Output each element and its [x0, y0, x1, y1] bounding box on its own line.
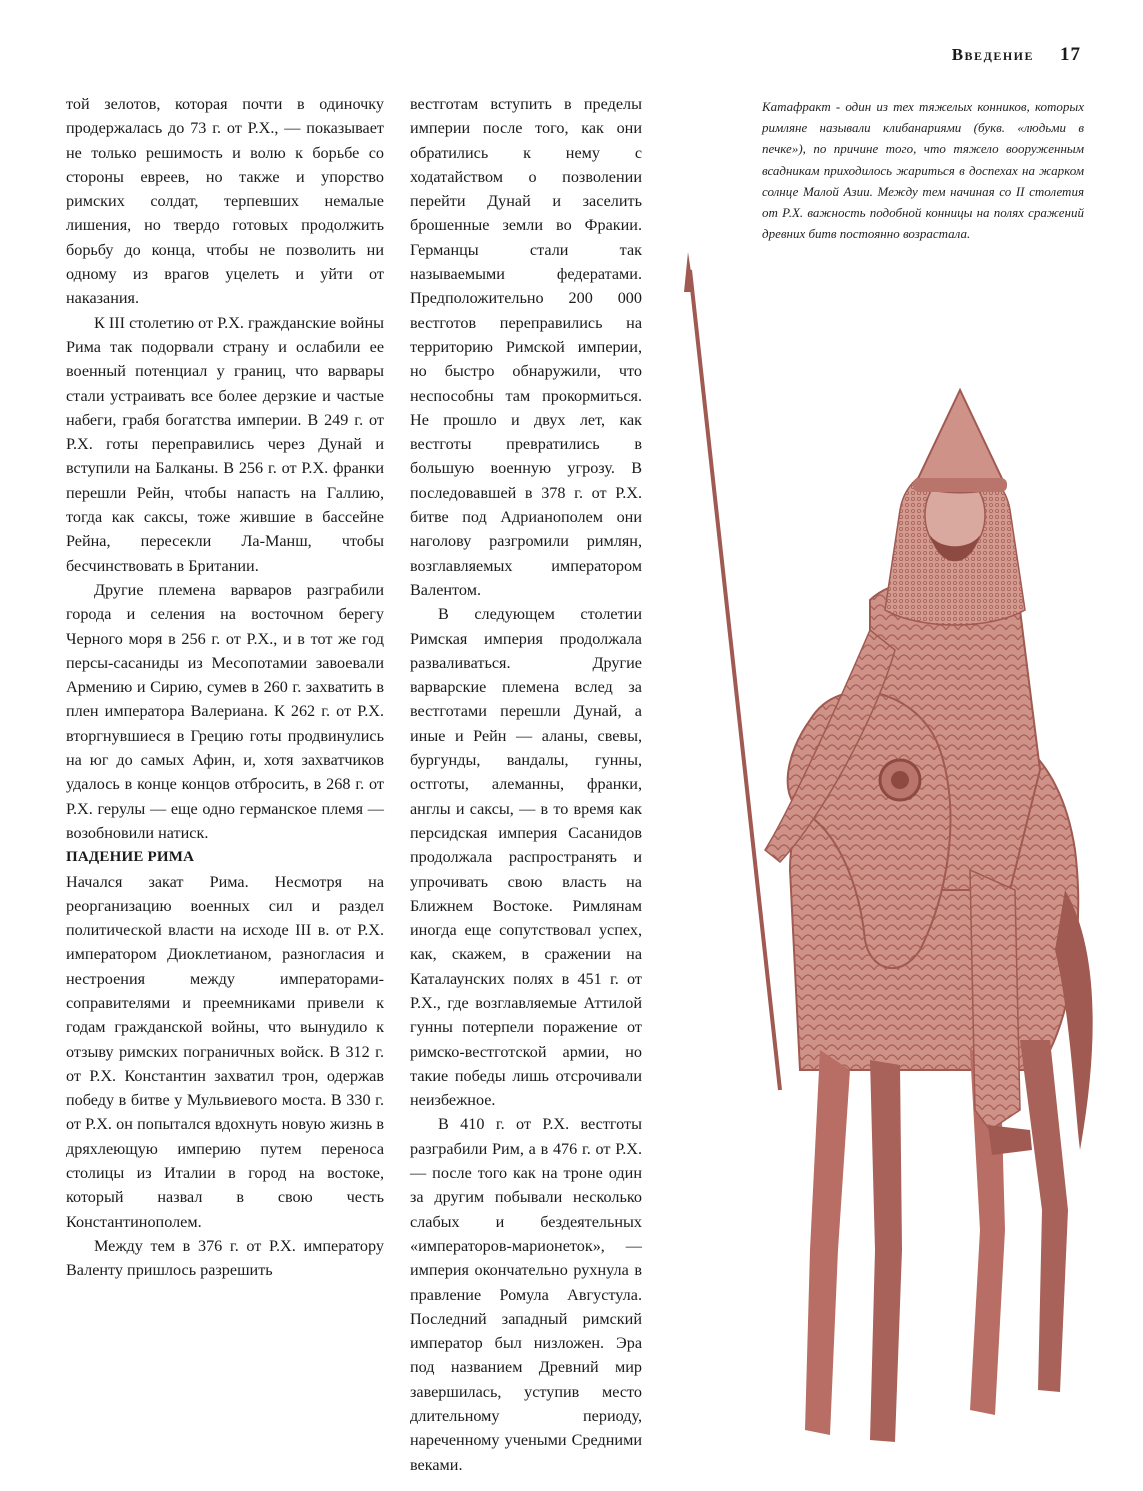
- paragraph: К III столетию от Р.Х. гражданские войны Рима так подорвали страну и ослабили ее военный потенциал у границ, что варвары стали устраивать все более дерзкие и частые набеги, грабя богатства империи. В 249 г. от Р.Х. готы переправились через Дунай и вступили на Балканы. В 256 г. от Р.Х. франки перешли Рейн, чтобы напасть на Галлию, тогда как саксы, тоже жившие в бассейне Рейна, пересекли Ла-Манш, чтобы бесчинствовать в Британии.: [66, 313, 384, 575]
- section-heading: ПАДЕНИЕ РИМА: [66, 849, 195, 866]
- column-left: [66, 92, 384, 1283]
- paragraph: Между тем в 376 г. от Р.Х. императору Валенту пришлось разрешить: [66, 1236, 384, 1280]
- paragraph: вестготам вступить в пределы империи после того, как они обратились к нему с ходатайством о позволении перейти Дунай и заселить брошенные земли во Фракии. Германцы стали так называемыми федератами. Предположительно 200 000 вестготов переправились на территорию Римской империи, но быстро обнаружили, что неспособны там прокормиться. Не прошло и двух лет, как вестготы превратились в большую военную угрозу. В последовавшей в 378 г. от Р.Х. битве под Адрианополем они наголову разгромили римлян, возглавляемых императором Валентом.: [410, 95, 642, 599]
- paragraph: В следующем столетии Римская империя продолжала разваливаться. Другие варварские племена вслед за вестготами перешли Дунай, а иные и Рейн — аланы, свевы, бургунды, вандалы, гунны, остготы, алеманны, франки, англы и саксы, — в то время как персидская империя Сасанидов продолжала распространять и упрочивать свою власть на Ближнем Востоке. Римлянам иногда еще сопутствовал успех, как, скажем, в сражении на Каталаунских полях в 451 г. от Р.Х., где возглавляемые Аттилой гунны потерпели поражение от римско-вестготской армии, но такие победы лишь отсрочивали неизбежное.: [410, 605, 642, 1110]
- paragraph: Начался закат Рима. Несмотря на реорганизацию военных сил и раздел политической власти на исходе III в. от Р.Х. императором Диоклетианом, разногласия и нестроения между императорами-соправителями и преемниками привели к годам гражданской войны, что вынудило к отзыву римских пограничных войск. В 312 г. от Р.Х. Константин захватил трон, одержав победу в битве у Мульвиевого моста. В 330 г. от Р.Х. он попытался вдохнуть новую жизнь в дряхлеющую империю путем переноса столицы из Италии в город на востоке, который назвал в свою честь Константинополем.: [66, 872, 384, 1231]
- figure-caption: Катафракт - один из тех тяжелых конников, которых римляне называли клибанариями (букв. «людьми в печке»), по причине того, что тяжело вооруженным всадникам приходилось жариться в доспехах на жарком солнце Малой Азии. Между тем начиная со II столетия от Р.Х. важность подобной конницы на полях сражений древних битв постоянно возрастала.: [762, 99, 1084, 242]
- cataphract-horseman-illustration: [670, 250, 1100, 1460]
- column-middle: [410, 92, 642, 1477]
- paragraph: В 410 г. от Р.Х. вестготы разграбили Рим, а в 476 г. от Р.Х. — после того как на троне один за другим побывали несколько слабых и бездеятельных «императоров-марионеток», — империя окончательно рухнула в правление Ромула Августула. Последний западный римский император был низложен. Эра под названием Древний мир завершилась, уступив место длительному периоду, нареченному учеными Средними веками.: [410, 1115, 642, 1474]
- section-title: Введение: [951, 45, 1034, 64]
- paragraph: той зелотов, которая почти в одиночку продержалась до 73 г. от Р.Х., — показывает не только решимость и волю к борьбе со стороны евреев, но также и упорство римских солдат, терпевших немалые лишения, но твердо готовых продолжить борьбу до конца, чтобы не позволить ни одному из врагов уцелеть и уйти от наказания.: [66, 95, 384, 308]
- running-header: [952, 44, 1081, 66]
- paragraph: Другие племена варваров разграбили города и селения на восточном берегу Черного моря в 256 г. от Р.Х., и в тот же год персы-сасаниды из Месопотамии завоевали Армению и Сирию, сумев в 260 г. захватить в плен императора Валериана. К 262 г. от Р.Х. вторгнувшиеся в Грецию готы продвинулись на юг до самых Афин, и, хотя захватчиков удалось в конце концов отбросить, в 268 г. от Р.Х. герулы — еще одно германское племя — возобновили натиск.: [66, 580, 384, 842]
- page-number: 17: [1060, 44, 1081, 65]
